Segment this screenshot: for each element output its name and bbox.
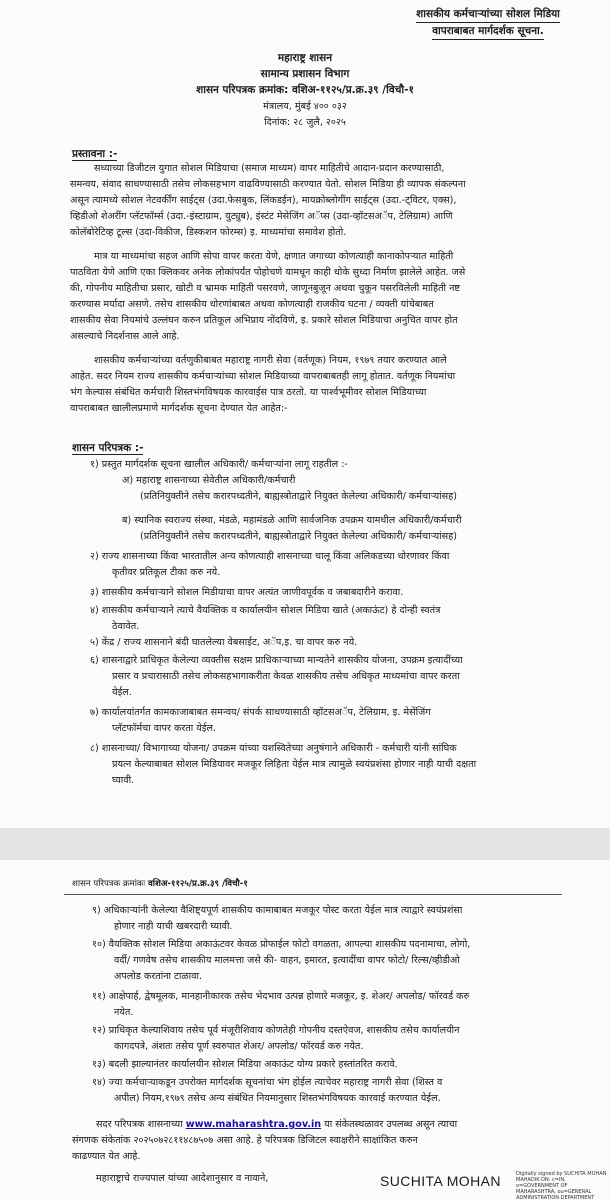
instruction-item: ८) शासनाच्या/ विभागाच्या योजना/ उपक्रम यांच्या यशस्वितेच्या अनुषंगाने अधिकारी - कर्मचारी यांनी सांघिक bbox=[90, 743, 457, 754]
instruction-item: अ) महाराष्ट्र शासनाच्या सेवेतील अधिकारी/कर्मचारी bbox=[122, 475, 296, 486]
preamble-line: असल्याचे निदर्शनास आले आहे. bbox=[70, 331, 180, 342]
instruction-item: (प्रतिनियुक्तीने तसेच करारपध्दतीने, बाह्यस्त्रोताद्वारे नियुक्त केलेल्या अधिकारी/ कर्मचाऱ्यांसह) bbox=[140, 531, 457, 542]
instruction-item: ६) शासनाद्वारे प्राधिकृत केलेल्या व्यक्तीस सक्षम प्राधिकाऱ्याच्या मान्यतेने शासकीय योजना, उपक्रम इत्यादींच्या bbox=[90, 655, 463, 666]
preamble-line: शासकीय कर्मचाऱ्यांच्या वर्तणुकीबाबत महाराष्ट्र नागरी सेवा (वर्तणूक) नियम, १९७९ तयार करण्यात आले bbox=[94, 355, 447, 366]
preamble-line: वापराबाबत खालीलप्रमाणे मार्गदर्शक सूचना देण्यात येत आहेत:- bbox=[70, 403, 288, 414]
instruction-item: (प्रतिनियुक्तीने तसेच करारपध्दतीने, बाह्यस्त्रोताद्वारे नियुक्त केलेल्या अधिकारी/ कर्मचाऱ्यांसह) bbox=[140, 491, 457, 502]
digital-signature-note: Digitally signed by SUCHITA MOHAN MAHADIK DN: c=IN, o=GOVERNMENT OF MAHARASHTRA, ou=GENERAL ADMINISTRATION DEPARTMENT bbox=[516, 1171, 607, 1201]
running-header: शासन परिपत्रक क्रमांकः वशिअ-११२५/प्र.क्र.३९ /विचौ-१ bbox=[72, 879, 248, 889]
instruction-item: घ्यावी. bbox=[112, 775, 135, 786]
instruction-item: ३) शासकीय कर्मचाऱ्याने सोशल मिडीयाचा वापर अत्यंत जाणीवपूर्वक व जबाबदारीने करावा. bbox=[90, 587, 404, 598]
subject-note-line: शासकीय कर्मचाऱ्यांच्या सोशल मिडिया bbox=[416, 6, 560, 23]
preamble-line: व्हिडीओ शेअरींग प्लॅटफॉर्म्स (उदा.-इंस्टाग्राम, युट्युब), इंस्टंट मेसेजिंग अॅप्स (उदा-व्हॉटसअॅप, टेलिग्राम) आणि bbox=[70, 211, 453, 222]
instruction-item: प्लॅटफॉर्मचा वापर करता येईल. bbox=[112, 723, 217, 734]
instruction-item: अपलोड करतांना टाळावा. bbox=[114, 971, 203, 982]
government-title: महाराष्ट्र शासन bbox=[277, 52, 333, 64]
preamble-line: भंग केल्यास संबंधित कर्मचारी शिस्तभंगविषयक कारवाईस पात्र ठरतो. या पार्श्वभूमीवर सोशल मिडियाच्या bbox=[70, 387, 427, 398]
website-link[interactable]: www.maharashtra.gov.in bbox=[185, 1119, 322, 1130]
instruction-item: ब) स्थानिक स्वराज्य संस्था, मंडळे, महामंडळे आणि सार्वजनिक उपक्रम यामधील अधिकारी/कर्मचारी bbox=[122, 515, 462, 526]
closing-line: काढण्यात येत आहे. bbox=[72, 1151, 141, 1162]
instruction-item: ९) अधिकाऱ्यांनी केलेल्या वैशिष्ट्यपूर्ण शासकीय कामाबाबत मजकूर पोस्ट करता येईल मात्र त्याद्वारे स्वयंप्रशंसा bbox=[92, 905, 463, 916]
closing-line: संगणक संकेतांक २०२५०७२८११४८७५०७ असा आहे. हे परिपत्रक डिजिटल स्वाक्षरीने साक्षांकित करुन bbox=[72, 1135, 418, 1146]
preamble-line: आहेत. सदर नियम राज्य शासकीय कर्मचाऱ्यांच्या सोशल मिडियाच्या वापराबाबतही लागू होतात. वर्तणूक नियमांचा bbox=[70, 371, 456, 382]
date-line: दिनांक: २८ जुलै, २०२५ bbox=[264, 117, 346, 128]
preamble-line: की, गोपनीय माहितीचा प्रसार, खोटी व भ्रामक माहिती पसरवणे, जाणूनबुजून अथवा चुकून पसरविलेली माहिती नष्ट bbox=[70, 283, 460, 294]
subject-note-line: वापराबाबत मार्गदर्शक सूचना. bbox=[432, 23, 544, 40]
instruction-item: ११) आक्षेपार्ह, द्वेषमूलक, मानहानीकारक तसेच भेदभाव उत्पन्न होणारे मजकूर, इ. शेअर/ अपलोड/ फॉरवर्ड करु bbox=[92, 991, 470, 1002]
instruction-item: नयेत. bbox=[114, 1007, 134, 1018]
circular-heading: शासन परिपत्रक :- bbox=[72, 442, 144, 454]
preamble-line: शासकीय सेवा नियमांचे उल्लंघन करुन प्रतिकूल अभिप्राय नोंदविणे, इ. प्रकारे सोशल मिडियाचा अनुचित वापर होत bbox=[70, 315, 458, 326]
instruction-item: कृतीवर प्रतिकूल टीका करु नये. bbox=[112, 567, 221, 578]
instruction-item: वर्दी/ गणवेष तसेच शासकीय मालमत्ता जसे की- वाहन, इमारत, इत्यादींचा वापर फोटो/ रिल्स/व्हीडीओ bbox=[114, 955, 460, 966]
instruction-item: ठेवावेत. bbox=[112, 621, 140, 632]
instruction-item: १०) वैयक्तिक सोशल मिडिया अकाऊंटवर केवळ प्रोफाईल फोटो वगळता, आपल्या शासकीय पदनामाचा, लोगो, bbox=[92, 939, 471, 950]
instruction-item: १) प्रस्तुत मार्गदर्शक सूचना खालील अधिकारी/ कर्मचाऱ्यांना लागू राहतील :- bbox=[90, 459, 348, 470]
instruction-item: अपील) नियम,१९७९ तसेच अन्य संबंधित नियमानुसार शिस्तभंगविषयक कारवाई करण्यात येईल. bbox=[114, 1093, 441, 1104]
preamble-line: करण्यास मर्यादा असणे. तसेच शासकीय धोरणांबाबत अथवा कोणत्याही राजकीय घटना / व्यक्ती यांचेबाबत bbox=[70, 299, 434, 310]
instruction-item: प्रयत्न केल्याबाबत सोशल मिडियावर मजकूर लिहिता येईल मात्र त्यामुळे स्वयंप्रशंसा होणार नाही याची दक्षता bbox=[112, 759, 477, 770]
preamble-line: सध्याच्या डिजीटल युगात सोशल मिडियाचा (समाज माध्यम) वापर माहितीचे आदान-प्रदान करण्यासाठी, bbox=[94, 163, 445, 174]
instruction-item: ५) केंद्र / राज्य शासनाने बंदी घातलेल्या वेबसाईट, अॅप,इ. चा वापर करु नये. bbox=[90, 637, 358, 648]
preamble-line: समन्वय, संवाद साधण्यासाठी तसेच लोकसहभाग वाढविण्यासाठी करण्यात येतो. सोशल मिडिया ही व्यापक संकल्पना bbox=[70, 179, 466, 190]
preamble-line: पाठविता येणे आणि एका क्लिकवर अनेक लोकांपर्यंत पोहोचणे यामधून काही धोके सुध्दा निर्माण झालेले आहेत. जसे bbox=[70, 267, 466, 278]
instruction-item: १४) ज्या कर्मचाऱ्याकडून उपरोक्त मार्गदर्शक सूचनांचा भंग होईल त्याचेवर महाराष्ट्र नागरी सेवा (शिस्त व bbox=[92, 1077, 443, 1088]
department-title: सामान्य प्रशासन विभाग bbox=[260, 68, 350, 80]
instruction-item: कागदपत्रे, अंशतः तसेच पूर्ण स्वरुपात शेअर/ अपलोड/ फॉरवर्ड करु नयेत. bbox=[114, 1041, 364, 1052]
instruction-item: २) राज्य शासनाच्या किंवा भारतातील अन्य कोणत्याही शासनाच्या चालू किंवा अलिकडच्या धोरणावर किंवा bbox=[90, 551, 450, 562]
preamble-heading: प्रस्तावना :- bbox=[72, 148, 118, 160]
preamble-line: असून त्यामध्ये सोशल नेटवर्कींग साईट्स (उदा.फेसबुक, लिंकडईन), मायक्रोब्लोगींग साईट्स (उदा.-ट्विटर, एक्स), bbox=[70, 195, 457, 206]
closing-line: सदर परिपत्रक शासनाच्या www.maharashtra.gov.in या संकेतस्थळावर उपलब्ध असून त्याचा bbox=[96, 1119, 458, 1130]
order-line: महाराष्ट्राचे राज्यपाल यांच्या आदेशानुसार व नावाने, bbox=[96, 1173, 269, 1184]
instruction-item: १३) बदली झाल्यानंतर कार्यालयीन सोशल मिडिया अकाऊंट योग्य प्रकारे हस्तांतरित करावे. bbox=[92, 1059, 398, 1070]
page-separator bbox=[0, 828, 610, 860]
circular-number: शासन परिपत्रक क्रमांक: वशिअ-११२५/प्र.क्र.३९ /विचौ-१ bbox=[196, 84, 414, 96]
instruction-item: होणार नाही याची खबरदारी घ्यावी. bbox=[114, 921, 233, 932]
signatory-name: SUCHITA MOHAN bbox=[380, 1173, 501, 1189]
subject-note bbox=[374, 6, 602, 40]
instruction-item: ७) कार्यालयांतर्गत कामकाजाबाबत समन्वय/ संपर्क साधण्यासाठी व्हॉटसअॅप, टेलिग्राम, इ. मेसेंजिंग bbox=[90, 707, 431, 718]
instruction-item: १२) प्राधिकृत केल्याशिवाय तसेच पूर्व मंजूरीशिवाय कोणतेही गोपनीय दस्तऐवज, शासकीय तसेच कार्यालयीन bbox=[92, 1025, 460, 1036]
address-line: मंत्रालय, मुंबई ४०० ०३२ bbox=[263, 101, 347, 112]
instruction-item: प्रसार व प्रचारासाठी तसेच लोकसहभागाकरीता केवळ शासकीय तसेच अधिकृत माध्यमांचा वापर करता bbox=[112, 671, 460, 682]
instruction-item: ४) शासकीय कर्मचाऱ्याने त्याचे वैयक्तिक व कार्यालयीन सोशल मिडिया खाते (अकाऊंट) हे दोन्ही स्वतंत्र bbox=[90, 605, 441, 616]
header-rule bbox=[64, 894, 562, 895]
preamble-line: मात्र या माध्यमांचा सहज आणि सोपा वापर करता येणे, क्षणात जगाच्या कोणत्याही कानाकोपऱ्यात माहिती bbox=[94, 251, 454, 262]
preamble-line: कोलॅबोरेटिव्ह टूल्स (उदा-विकीज, डिस्कशन फोरम्स) इ. माध्यमांचा समावेश होतो. bbox=[70, 227, 347, 238]
instruction-item: येईल. bbox=[112, 687, 132, 698]
